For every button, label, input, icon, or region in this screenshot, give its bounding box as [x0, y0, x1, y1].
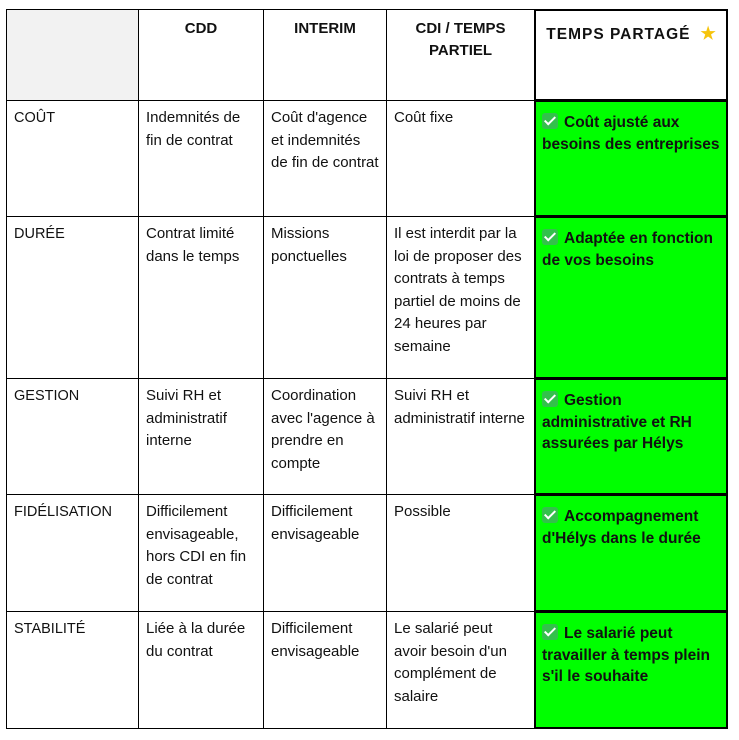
header-cdd [138, 9, 264, 101]
cell-text: Possible [394, 503, 451, 520]
cell-text: Coût d'agence et indemnités de fin de contrat [271, 109, 379, 171]
row-label-text: COÛT [14, 110, 56, 126]
header-temps-partage-label: TEMPS PARTAGÉ [546, 26, 691, 43]
cell-cout-cdd [138, 100, 264, 217]
header-interim [263, 9, 387, 101]
header-cdd-label: CDD [184, 20, 218, 37]
cell-text: Missions ponctuelles [271, 225, 347, 265]
cell-fidelisation-cdd [138, 494, 264, 612]
header-cdi-line1: CDI / TEMPS [415, 20, 506, 37]
cell-cout-partage [534, 100, 728, 217]
header-empty-cell [6, 9, 139, 101]
check-icon [542, 624, 558, 640]
star-icon: ★ [700, 24, 716, 43]
cell-text: Le salarié peut avoir besoin d'un complément de salaire [394, 620, 507, 705]
cell-fidelisation-cdi [386, 494, 535, 612]
row-label-text: FIDÉLISATION [14, 504, 113, 520]
row-label-cout [6, 100, 139, 217]
cell-duree-partage [534, 216, 728, 379]
cell-gestion-interim [263, 378, 387, 495]
cell-text: Coût fixe [394, 109, 454, 126]
cell-gestion-partage [534, 378, 728, 495]
cell-text: Difficilement envisageable, hors CDI en fin de contrat [146, 503, 247, 588]
row-label-text: DURÉE [14, 226, 65, 242]
check-icon [542, 507, 558, 523]
row-label-stabilite [6, 611, 139, 729]
cell-duree-cdd [138, 216, 264, 379]
cell-stabilite-cdd [138, 611, 264, 729]
row-label-duree [6, 216, 139, 379]
header-cdi-line2: PARTIEL [428, 42, 493, 59]
cell-text: Accompagnement d'Hélys dans le durée [542, 508, 701, 547]
cell-gestion-cdi [386, 378, 535, 495]
header-cdi [386, 9, 535, 101]
cell-gestion-cdd [138, 378, 264, 495]
cell-text: Contrat limité dans le temps [146, 225, 240, 265]
header-temps-partage [534, 9, 728, 101]
row-label-gestion [6, 378, 139, 495]
cell-stabilite-cdi [386, 611, 535, 729]
cell-text: Suivi RH et administratif interne [394, 387, 525, 427]
header-interim-label: INTERIM [294, 20, 356, 37]
cell-duree-cdi [386, 216, 535, 379]
cell-fidelisation-partage [534, 494, 728, 612]
check-icon [542, 113, 558, 129]
cell-fidelisation-interim [263, 494, 387, 612]
row-label-text: GESTION [14, 388, 80, 404]
cell-duree-interim [263, 216, 387, 379]
cell-text: Coût ajusté aux besoins des entreprises [542, 114, 720, 153]
cell-text: Le salarié peut travailler à temps plein s'il le souhaite [542, 625, 710, 685]
cell-cout-interim [263, 100, 387, 217]
cell-stabilite-partage [534, 611, 728, 729]
check-icon [542, 229, 558, 245]
cell-text: Adaptée en fonction de vos besoins [542, 230, 713, 269]
cell-cout-cdi [386, 100, 535, 217]
cell-text: Il est interdit par la loi de proposer des contrats à temps partiel de moins de 24 heures par semaine [394, 225, 522, 355]
check-icon [542, 391, 558, 407]
cell-text: Suivi RH et administratif interne [146, 387, 227, 449]
cell-text: Liée à la durée du contrat [146, 620, 246, 660]
row-label-text: STABILITÉ [14, 621, 86, 637]
cell-text: Difficilement envisageable [271, 620, 360, 660]
cell-text: Gestion administrative et RH assurées par Hélys [542, 392, 692, 452]
cell-stabilite-interim [263, 611, 387, 729]
cell-text: Coordination avec l'agence à prendre en compte [271, 387, 375, 472]
cell-text: Difficilement envisageable [271, 503, 360, 543]
row-label-fidelisation [6, 494, 139, 612]
cell-text: Indemnités de fin de contrat [146, 109, 241, 149]
